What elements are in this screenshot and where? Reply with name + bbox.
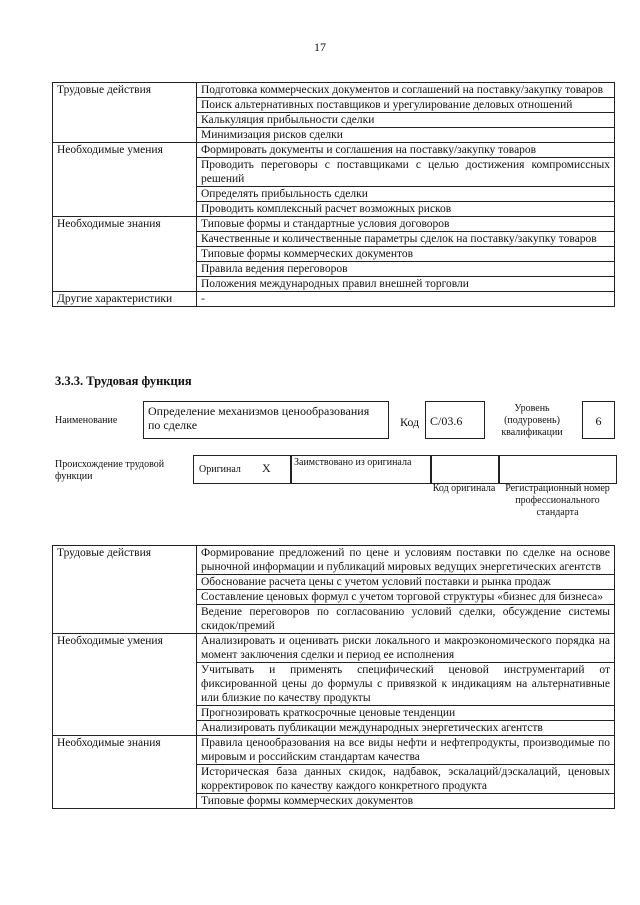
row-item: Типовые формы и стандартные условия договоров [197, 217, 615, 232]
row-item: Ведение переговоров по согласованию условий сделки, обсуждение системы скидок/премий [197, 605, 615, 634]
table-row [53, 217, 615, 232]
row-item: Историческая база данных скидок, надбавок, эскалаций/дэскалаций, ценовых корректировок по качеству каждого конкретного продукта [197, 765, 615, 794]
table-row [53, 143, 615, 158]
row-item: Формировать документы и соглашения на поставку/закупку товаров [197, 143, 615, 158]
row-item: Поиск альтернативных поставщиков и урегулирование деловых отношений [197, 98, 615, 113]
labor-actions-table-1 [52, 82, 615, 307]
row-item: Правила ведения переговоров [197, 262, 615, 277]
table-row [53, 546, 615, 575]
row-item: Правила ценообразования на все виды нефти и нефтепродукты, производимые по мировым и российским стандартам качества [197, 736, 615, 765]
borrowed-label: Заимствовано из оригинала [294, 457, 412, 468]
level-label: Уровень (подуровень) квалификации [501, 403, 563, 438]
name-label: Наименование [55, 415, 118, 426]
row-item: Положения международных правил внешней торговли [197, 277, 615, 292]
row-item: Формирование предложений по цене и условиям поставки по сделке на основе рыночной информации и публикаций мировых ведущих энергетических агентств [197, 546, 615, 575]
row-item: Калькуляция прибыльности сделки [197, 113, 615, 128]
row-group-label: Необходимые умения [53, 143, 197, 217]
row-item: Анализировать и оценивать риски локального и макроэкономического порядка на момент заключения сделки и период ее исполнения [197, 634, 615, 663]
row-group-label: Необходимые знания [53, 736, 197, 809]
row-item: Минимизация рисков сделки [197, 128, 615, 143]
row-item: Типовые формы коммерческих документов [197, 247, 615, 262]
row-item: Составление ценовых формул с учетом торговой структуры «бизнес для бизнеса» [197, 590, 615, 605]
page-number: 17 [314, 40, 326, 54]
labor-actions-table-2 [52, 545, 615, 809]
row-item: Определять прибыльность сделки [197, 187, 615, 202]
row-group-label: Трудовые действия [53, 546, 197, 634]
row-item: Типовые формы коммерческих документов [197, 794, 615, 809]
row-item: Подготовка коммерческих документов и соглашений на поставку/закупку товаров [197, 83, 615, 98]
row-item: - [197, 292, 615, 307]
section-heading: 3.3.3. Трудовая функция [55, 374, 192, 388]
row-group-label: Необходимые умения [53, 634, 197, 736]
reg-number-label: Регистрационный номер профессионального стандарта [505, 483, 610, 518]
row-group-label: Необходимые знания [53, 217, 197, 292]
level-value: 6 [582, 401, 615, 439]
row-item: Обоснование расчета цены с учетом условий поставки и рынка продаж [197, 575, 615, 590]
origin-label: Происхождение трудовой функции [55, 459, 165, 482]
table-row [53, 83, 615, 98]
row-item: Учитывать и применять специфический ценовой инструментарий от фиксированной цены до формулы с привязкой к индикациям на альтернативные или близкие по качеству продукты [197, 663, 615, 706]
code-original-label: Код оригинала [432, 483, 496, 494]
table-row [53, 634, 615, 663]
original-mark: X [262, 461, 271, 475]
code-original-box [430, 455, 500, 484]
row-item: Проводить комплексный расчет возможных рисков [197, 202, 615, 217]
row-item: Анализировать публикации международных энергетических агентств [197, 721, 615, 736]
row-group-label: Другие характеристики [53, 292, 197, 307]
row-item: Прогнозировать краткосрочные ценовые тенденции [197, 706, 615, 721]
table-row [53, 292, 615, 307]
row-item: Проводить переговоры с поставщиками с целью достижения компромиссных решений [197, 158, 615, 187]
original-label: Оригинал [199, 464, 241, 475]
code-label: Код [400, 415, 420, 429]
row-item: Качественные и количественные параметры сделок на поставку/закупку товаров [197, 232, 615, 247]
reg-number-box [498, 455, 617, 484]
code-value: C/03.6 [425, 401, 485, 439]
row-group-label: Трудовые действия [53, 83, 197, 143]
table-row [53, 736, 615, 765]
function-name: Определение механизмов ценообразования по сделке [143, 401, 389, 439]
